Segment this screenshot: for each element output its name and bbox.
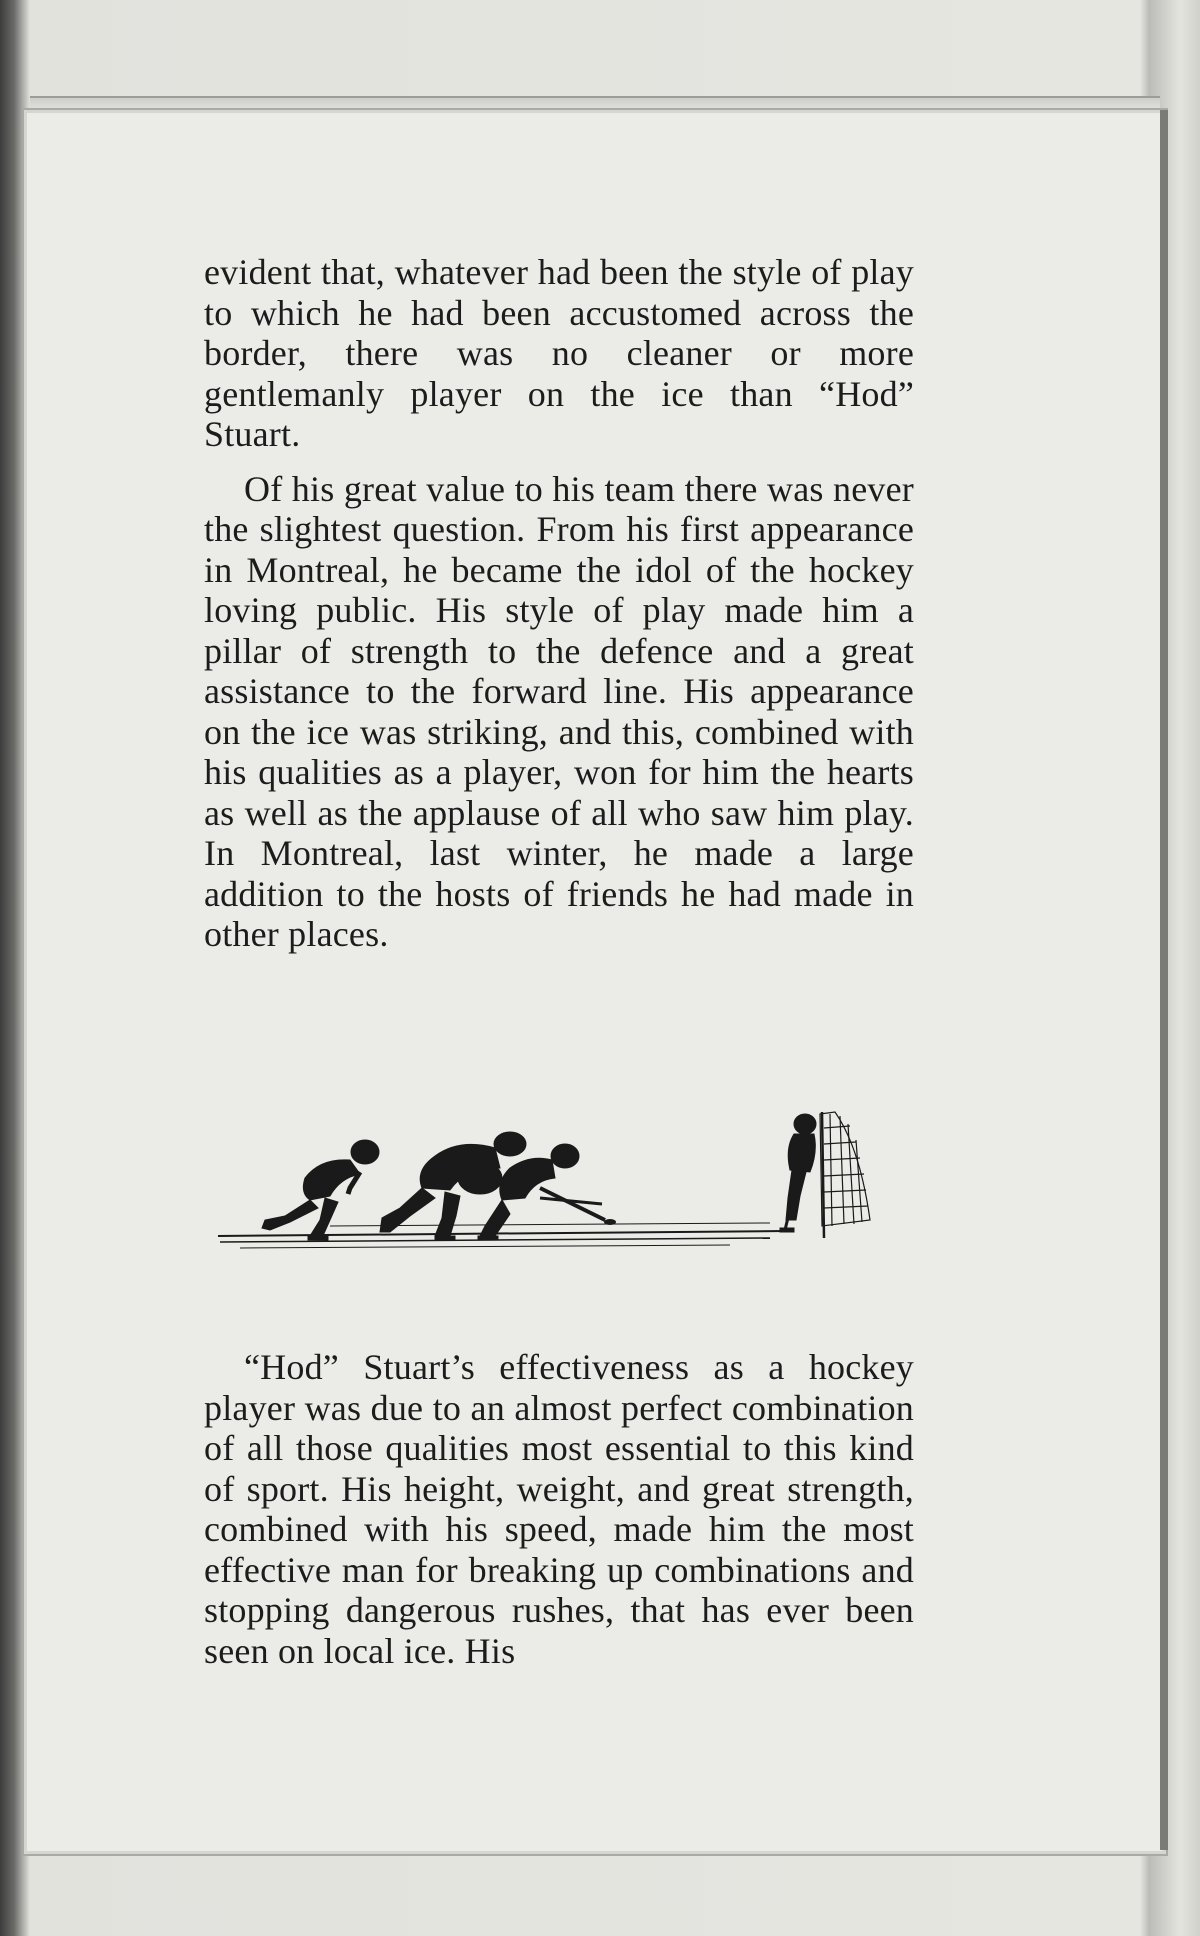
skater-1: [262, 1140, 379, 1240]
text-block-bottom: [204, 1347, 914, 1671]
paragraph-continued: evident that, whatever had been the style of play to which he had been accustomed across the border, there was no cleaner or more gentlemanly player on the ice than “Hod” Stuart.: [204, 252, 914, 454]
skater-group: [380, 1132, 605, 1240]
goalie: [780, 1114, 816, 1232]
paragraph-effectiveness: “Hod” Stuart’s effectiveness as a hockey player was due to an almost perfect combination of all those qualities most essential to this kind of sport. His height, weight, and great strength, combined with his speed, made him the most effective man for breaking up combinations and stopping dangerous rushes, that has ever been seen on local ice. His: [204, 1347, 914, 1671]
page-right-edge: [1160, 110, 1168, 1850]
paragraph-team-value: Of his great value to his team there was never the slightest question. From his first appearance in Montreal, he became the idol of the hockey loving public. His style of play made him a pillar of strength to the defence and a great assistance to the forward line. His appearance on the ice was striking, and this, combined with his qualities as a player, won for him the hearts as well as the applause of all who saw him play. In Montreal, last winter, he made a large addition to the hosts of friends he had made in other places.: [204, 468, 914, 954]
puck: [604, 1219, 616, 1225]
goal-net: [820, 1112, 870, 1238]
hockey-players-illustration: [210, 1108, 910, 1268]
text-block-top: [204, 252, 914, 955]
